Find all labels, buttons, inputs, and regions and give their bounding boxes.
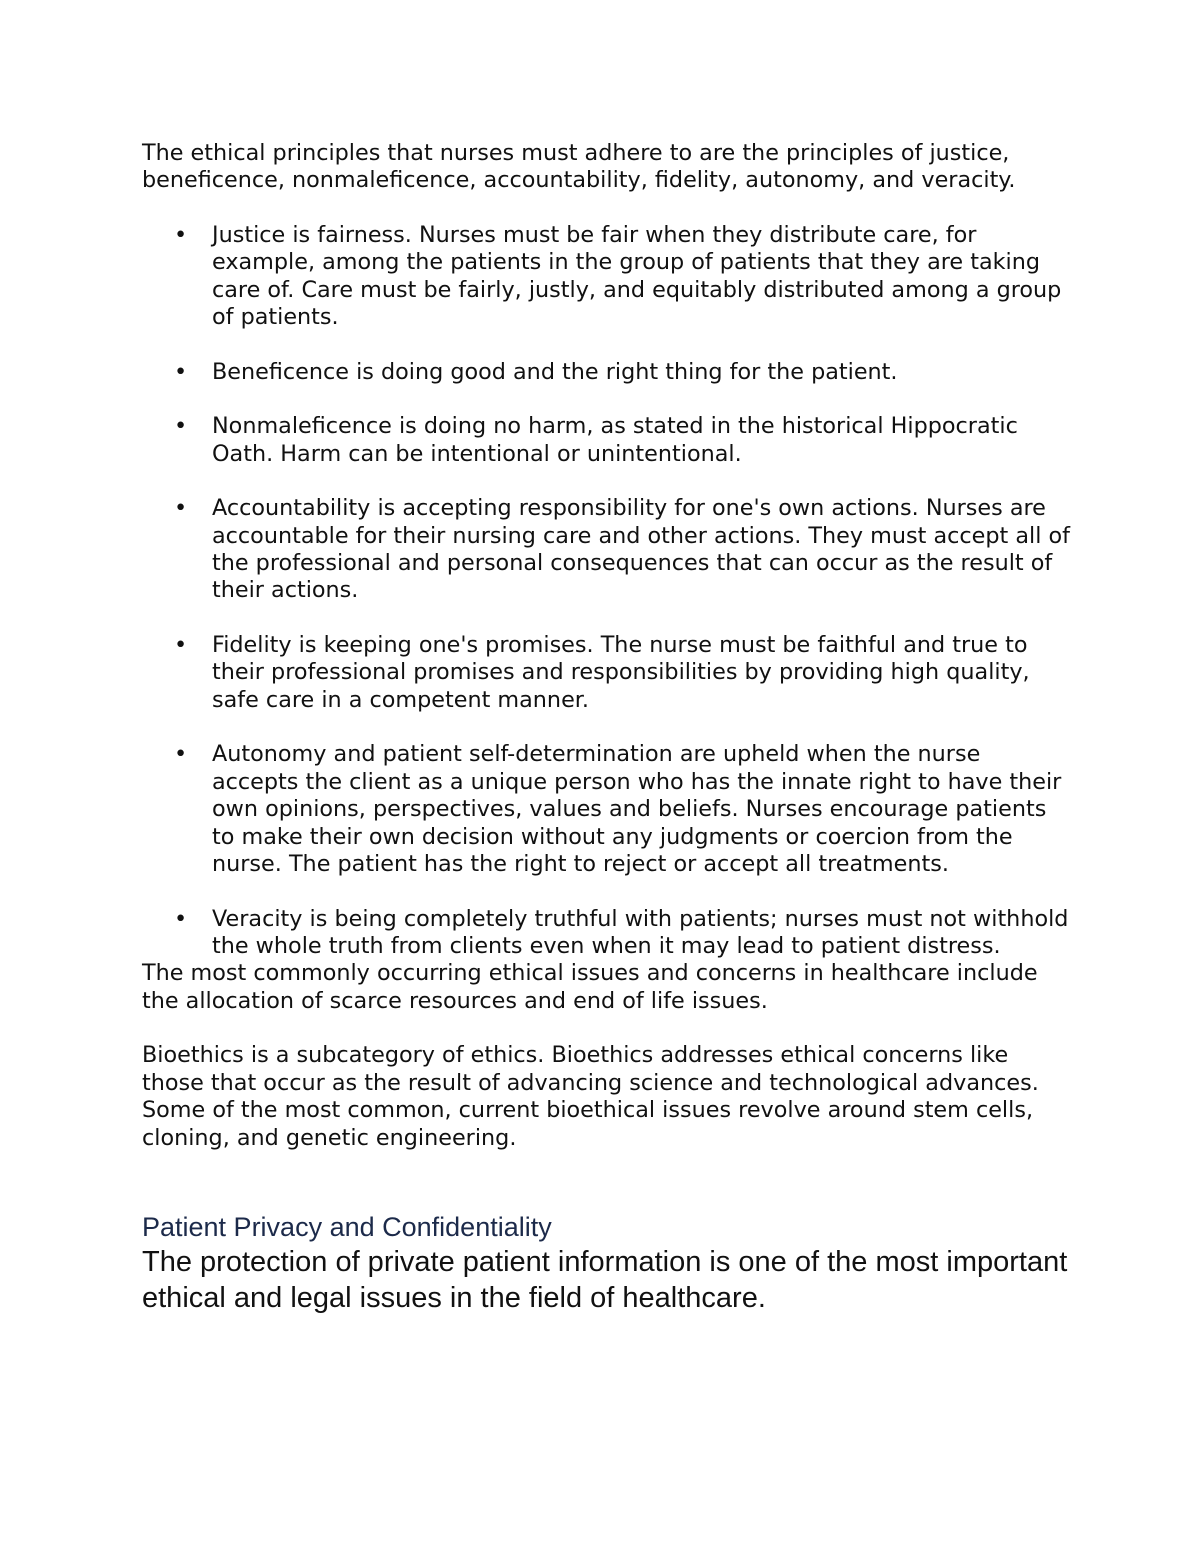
section-lead-paragraph: The protection of private patient information is one of the most important ethical and legal issues in the field of healthcare. bbox=[142, 1245, 1068, 1314]
principle-beneficence: Beneficence is doing good and the right thing for the patient. bbox=[212, 358, 898, 385]
principle-nonmaleficence: Nonmaleficence is doing no harm, as stated in the historical Hippocratic Oath. Harm can be intentional or unintentional. bbox=[212, 413, 1018, 467]
bullet-icon: • bbox=[174, 632, 188, 659]
list-item bbox=[142, 906, 1072, 961]
bullet-icon: • bbox=[174, 905, 188, 932]
bullet-icon: • bbox=[174, 221, 188, 248]
principle-justice: Justice is fairness. Nurses must be fair when they distribute care, for example, among the patients in the group of patients that they are taking care of. Care must be fairly, justly, and equitably distributed among a group of patients. bbox=[212, 221, 1062, 331]
bullet-icon: • bbox=[174, 413, 188, 440]
principle-accountability: Accountability is accepting responsibility for one's own actions. Nurses are accountable for their nursing care and other actions. They must accept all of the professional and personal consequences that can occur as the result of their actions. bbox=[212, 495, 1070, 604]
bullet-icon: • bbox=[174, 495, 188, 522]
principles-list bbox=[142, 222, 1072, 961]
list-item bbox=[142, 632, 1072, 714]
principle-fidelity: Fidelity is keeping one's promises. The nurse must be faithful and true to their professional promises and responsibilities by providing high quality, safe care in a competent manner. bbox=[212, 632, 1030, 713]
intro-paragraph: The ethical principles that nurses must adhere to are the principles of justice, beneficence, nonmaleficence, accountability, fidelity, autonomy, and veracity. bbox=[142, 140, 1016, 194]
list-item bbox=[142, 413, 1072, 468]
document-page bbox=[142, 140, 1072, 1316]
list-item bbox=[142, 741, 1072, 878]
section-heading: Patient Privacy and Confidentiality bbox=[142, 1211, 552, 1242]
bullet-icon: • bbox=[174, 741, 188, 768]
principle-autonomy: Autonomy and patient self-determination are upheld when the nurse accepts the client as a unique person who has the innate right to have their own opinions, perspectives, values and beliefs. Nurses encourage patients to make their own decision without any judgments or coercion from the nurse. The patient has the right to reject or accept all treatments. bbox=[212, 741, 1062, 878]
list-item bbox=[142, 222, 1072, 332]
bullet-icon: • bbox=[174, 358, 188, 385]
list-item bbox=[142, 495, 1072, 605]
list-item bbox=[142, 359, 1072, 386]
ethical-issues-paragraph: The most commonly occurring ethical issues and concerns in healthcare include the allocation of scarce resources and end of life issues. bbox=[142, 960, 1038, 1014]
bioethics-paragraph: Bioethics is a subcategory of ethics. Bioethics addresses ethical concerns like those that occur as the result of advancing science and technological advances. Some of the most common, current bioethical issues revolve around stem cells, cloning, and genetic engineering. bbox=[142, 1042, 1039, 1151]
principle-veracity: Veracity is being completely truthful with patients; nurses must not withhold the whole truth from clients even when it may lead to patient distress. bbox=[212, 905, 1069, 960]
